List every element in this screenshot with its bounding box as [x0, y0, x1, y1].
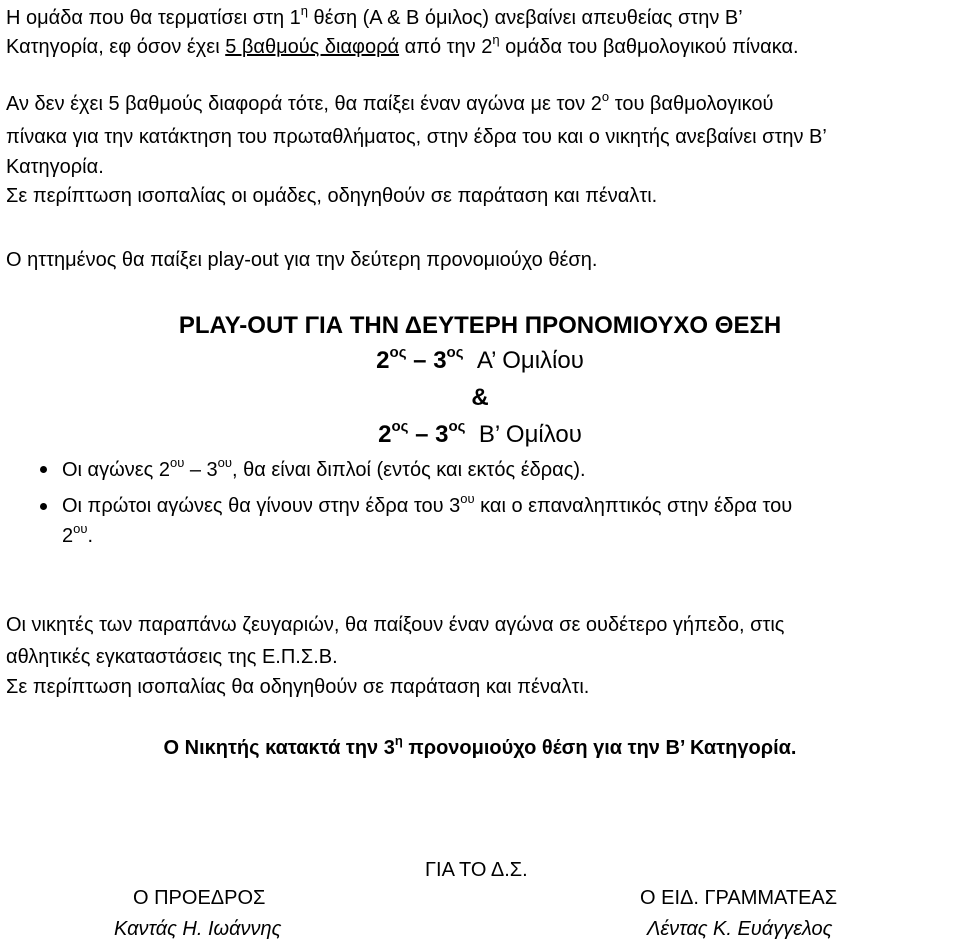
group-name: Β’ Ομίλου	[478, 421, 582, 448]
para2-line3: Κατηγορία.	[6, 156, 104, 178]
board-label: ΓΙΑ ΤΟ Δ.Σ.	[425, 859, 528, 881]
para3-line: Ο ηττημένος θα παίξει play-out για την δεύτερη προνομιούχο θέση.	[6, 249, 598, 271]
text: του βαθμολογικού	[609, 93, 774, 115]
president-title: Ο ΠΡΟΕΔΡΟΣ	[133, 887, 266, 909]
secretary-name: Λέντας Κ. Ευάγγελος	[647, 918, 833, 940]
para4-line1: Οι νικητές των παραπάνω ζευγαριών, θα παίξουν έναν αγώνα σε ουδέτερο γήπεδο, στις	[6, 614, 785, 636]
superscript: η	[300, 3, 308, 18]
bullet-icon	[40, 503, 47, 510]
superscript: ος	[389, 344, 407, 361]
text: από την 2	[399, 36, 493, 58]
text: Κατηγορία, εφ όσον έχει	[6, 36, 226, 58]
rank: 2	[376, 347, 390, 374]
superscript: ου	[460, 491, 475, 506]
group-name: Α’ Ομιλίου	[476, 347, 584, 374]
para2-line1	[6, 89, 774, 116]
para4-line2: αθλητικές εγκαταστάσεις της Ε.Π.Σ.Β.	[6, 646, 338, 668]
rank: 3	[433, 347, 447, 374]
text: – 3	[184, 459, 218, 481]
dash: –	[408, 421, 436, 448]
bullet-item-1	[62, 455, 586, 482]
playout-heading: PLAY-OUT ΓΙΑ ΤΗΝ ΔΕΥΤΕΡΗ ΠΡΟΝΟΜΙΟΥΧΟ ΘΕΣΗ	[178, 312, 782, 339]
matchup-group-b	[0, 418, 960, 449]
matchup-group-a	[0, 344, 960, 375]
para4-line3: Σε περίπτωση ισοπαλίας θα οδηγηθούν σε παράταση και πέναλτι.	[6, 676, 590, 698]
superscript: ος	[391, 418, 409, 435]
text: , θα είναι διπλοί (εντός και εκτός έδρας).	[232, 459, 586, 481]
bullet-item-2-line1	[62, 491, 793, 518]
superscript: ο	[601, 89, 610, 104]
text: Οι πρώτοι αγώνες θα γίνουν στην έδρα του 3	[62, 495, 461, 517]
para1-line2	[6, 32, 799, 59]
text: Οι αγώνες 2	[62, 459, 170, 481]
text: 2	[62, 525, 74, 547]
bullet-icon	[40, 466, 47, 473]
bullet-item-2-line2	[62, 521, 94, 548]
text: και ο επαναληπτικός στην έδρα του	[474, 495, 793, 517]
text: θέση (Α & Β όμιλος) ανεβαίνει απευθείας στην Β’	[308, 7, 743, 29]
superscript: ου	[169, 455, 185, 470]
text: Η ομάδα που θα τερματίσει στη 1	[6, 7, 301, 29]
president-name: Καντάς Η. Ιωάννης	[114, 918, 282, 940]
superscript: η	[492, 32, 500, 47]
underlined-text: 5 βαθμούς διαφορά	[225, 36, 400, 58]
text: προνομιούχο θέση για την Β’ Κατηγορία.	[402, 737, 797, 759]
para2-line4: Σε περίπτωση ισοπαλίας οι ομάδες, οδηγηθούν σε παράταση και πέναλτι.	[6, 185, 658, 207]
para2-line2: πίνακα για την κατάκτηση του πρωταθλήματος, στην έδρα του και ο νικητής ανεβαίνει στην Β’	[6, 126, 827, 148]
rank: 3	[435, 421, 449, 448]
superscript: ου	[73, 521, 88, 536]
para1-line1	[6, 3, 743, 30]
superscript: ος	[446, 344, 464, 361]
text: Αν δεν έχει 5 βαθμούς διαφορά τότε, θα παίξει έναν αγώνα με τον 2	[6, 93, 602, 115]
text: ομάδα του βαθμολογικού πίνακα.	[499, 36, 799, 58]
text: Ο Νικητής κατακτά την 3	[163, 737, 395, 759]
superscript: ου	[217, 455, 233, 470]
superscript: ος	[448, 418, 466, 435]
rank: 2	[378, 421, 392, 448]
winner-line	[0, 733, 960, 760]
secretary-title: Ο ΕΙΔ. ΓΡΑΜΜΑΤΕΑΣ	[640, 887, 838, 909]
text: .	[87, 525, 94, 547]
dash: –	[406, 347, 434, 374]
ampersand: &	[471, 384, 489, 411]
superscript: η	[394, 733, 403, 748]
